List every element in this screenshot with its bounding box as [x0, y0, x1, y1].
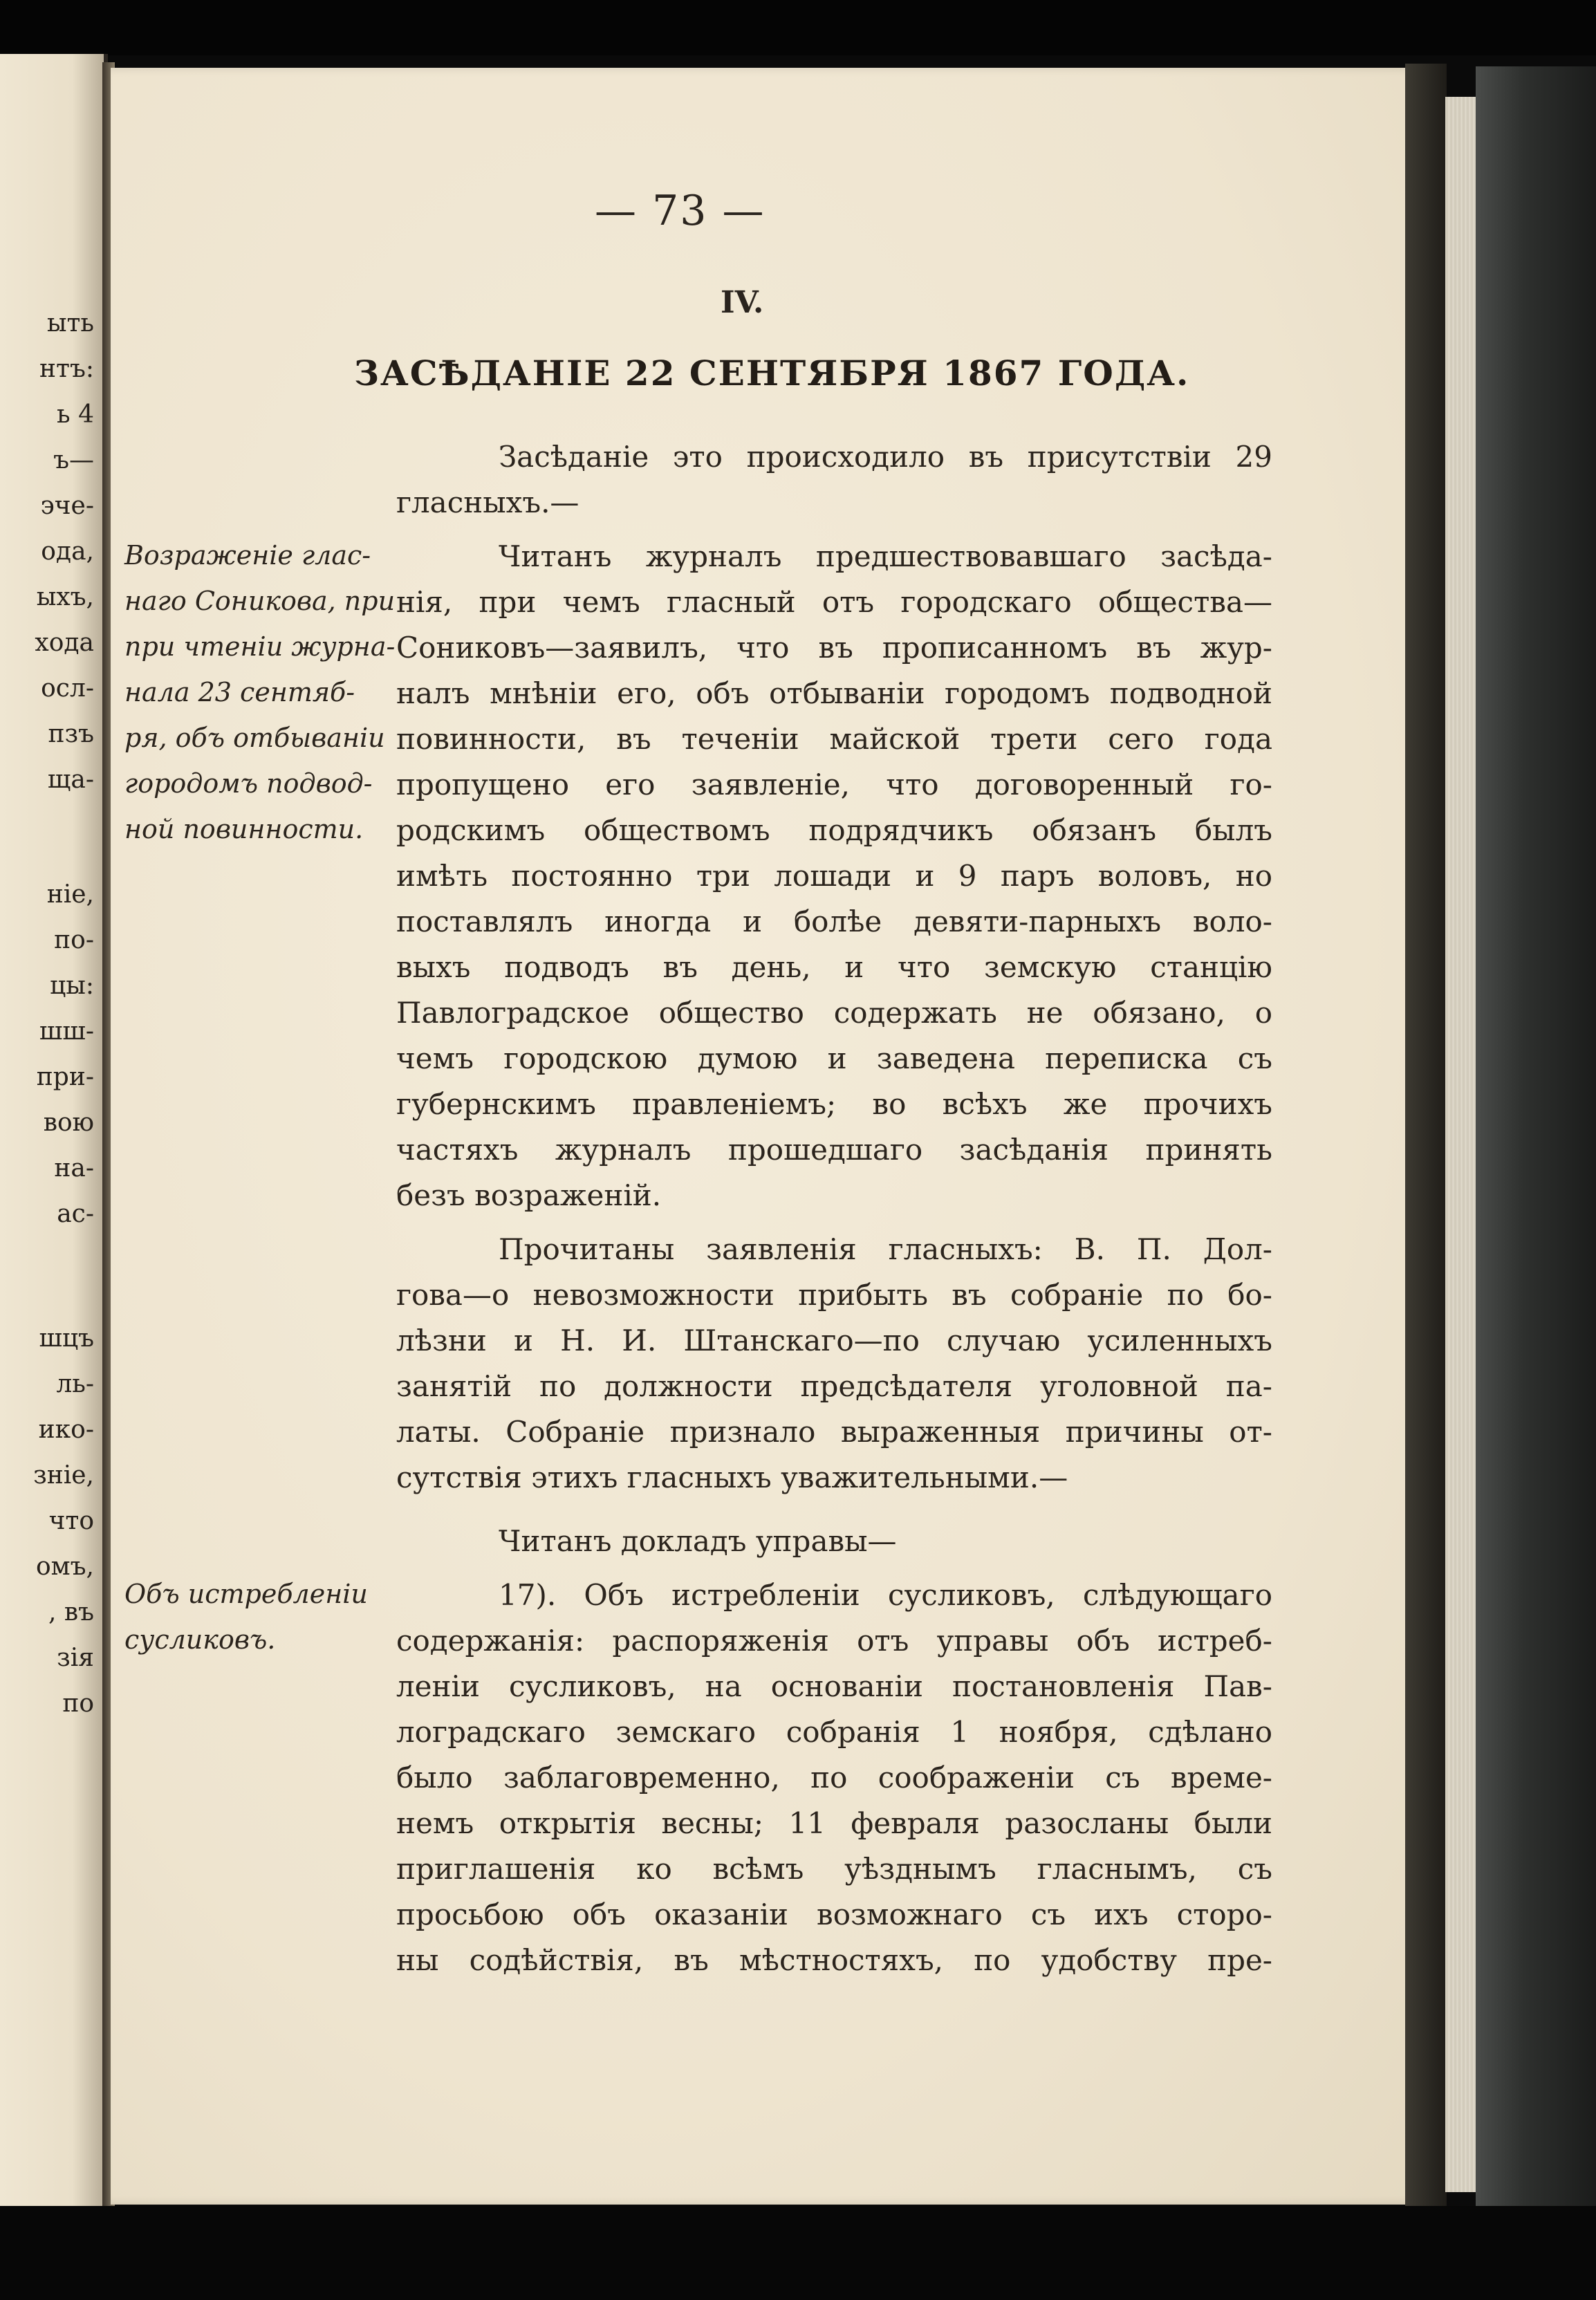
session-heading: ЗАСѢДАНIЕ 22 СЕНТЯБРЯ 1867 ГОДА.	[354, 353, 1190, 393]
left-page-fragment: по-	[54, 926, 94, 954]
text-line: Читанъ журналъ предшествовавшаго засѣда-	[499, 539, 1272, 573]
margin-note: сусликовъ.	[124, 1624, 276, 1655]
left-page-fragment: что	[48, 1507, 94, 1535]
text-line: 17). Объ истребленіи сусликовъ, слѣдующаго	[499, 1578, 1272, 1612]
left-page-fragment: шцъ	[39, 1324, 94, 1353]
text-line: Павлоградское общество содержать не обязано, о	[396, 996, 1272, 1030]
text-line: гова—о невозможности прибыть въ собраніе по бо-	[396, 1278, 1272, 1312]
left-page-fragment: при-	[36, 1063, 94, 1091]
scan-border-bottom	[0, 2206, 1596, 2300]
text-line: просьбою объ оказаніи возможнаго съ ихъ сторо-	[396, 1898, 1272, 1931]
left-page-fragment: ніе,	[46, 880, 94, 909]
page-edge-shadow	[1405, 64, 1447, 2221]
text-line: гласныхъ.—	[396, 485, 579, 519]
left-page-fragment: ща-	[47, 766, 94, 794]
left-facing-page	[0, 54, 108, 2211]
left-page-fragment: ыть	[46, 309, 94, 337]
left-page-fragment: нтъ:	[39, 355, 94, 383]
margin-note: ной повинности.	[124, 814, 364, 844]
margin-note: нала 23 сентяб-	[124, 677, 355, 707]
text-line: налъ мнѣніи его, объ отбываніи городомъ подводной	[396, 676, 1272, 710]
left-page-fragment: ь 4	[57, 400, 94, 429]
left-page-fragment: по	[62, 1689, 94, 1718]
text-line: Читанъ докладъ управы—	[499, 1524, 897, 1558]
text-line: имѣть постоянно три лошади и 9 паръ воловъ, но	[396, 859, 1272, 893]
left-page-fragment: ль-	[56, 1370, 94, 1398]
left-page-fragment: вою	[43, 1109, 94, 1137]
margin-note: Объ истребленiи	[124, 1579, 368, 1609]
text-line: Засѣданіе это происходило въ присутствіи 29	[499, 440, 1272, 474]
page-number: — 73 —	[595, 187, 765, 235]
left-page-fragment: ыхъ,	[36, 583, 94, 611]
text-line: губернскимъ правленіемъ; во всѣхъ же прочихъ	[396, 1087, 1272, 1121]
scan-border-top	[0, 0, 1596, 55]
text-line: немъ открытія весны; 11 февраля разосланы были	[396, 1806, 1272, 1840]
section-number: IV.	[721, 285, 764, 320]
left-page-fragment: ас-	[57, 1200, 94, 1228]
text-line: выхъ подводъ въ день, и что земскую станцію	[396, 950, 1272, 984]
margin-note: Возраженіе глас-	[124, 540, 371, 571]
text-line: ны содѣйствія, въ мѣстностяхъ, по удобству пре-	[396, 1943, 1272, 1977]
left-page-fragment: эче-	[40, 492, 94, 520]
text-line: леніи сусликовъ, на основаніи постановленія Пав-	[396, 1669, 1272, 1703]
margin-note: ря, объ отбыванiи	[124, 723, 385, 753]
text-line: лоградскаго земскаго собранія 1 ноября, сдѣлано	[396, 1715, 1272, 1749]
left-page-fragment: осл-	[41, 674, 94, 703]
text-line: Сониковъ—заявилъ, что въ прописанномъ въ жур-	[396, 631, 1272, 665]
text-line: безъ возраженій.	[396, 1178, 662, 1212]
left-page-fragment: зія	[57, 1644, 94, 1672]
text-line: сутствія этихъ гласныхъ уважительными.—	[396, 1460, 1068, 1494]
left-page-fragment: , въ	[48, 1598, 94, 1626]
text-line: нія, при чемъ гласный отъ городскаго общества—	[396, 585, 1272, 619]
left-page-fragment: омъ,	[35, 1552, 94, 1581]
text-line: частяхъ журналъ прошедшаго засѣданія принять	[396, 1133, 1272, 1167]
text-line: повинности, въ теченіи майской трети сего года	[396, 722, 1272, 756]
book-cover	[1476, 66, 1596, 2231]
text-line: родскимъ обществомъ подрядчикъ обязанъ былъ	[396, 813, 1272, 847]
left-page-fragment: цы:	[50, 972, 94, 1000]
text-line: лѣзни и Н. И. Штанскаго—по случаю усиленныхъ	[396, 1324, 1272, 1357]
text-line: было заблаговременно, по соображеніи съ време-	[396, 1761, 1272, 1794]
left-page-fragment: зніе,	[33, 1461, 94, 1490]
left-page-fragment: хода	[35, 629, 94, 657]
left-page-fragment: шш-	[39, 1017, 94, 1046]
left-page-fragment: ико-	[38, 1416, 94, 1444]
margin-note: городомъ подвод-	[124, 768, 373, 799]
margin-note: при чтенiи журна-	[124, 631, 396, 662]
left-page-fragment: на-	[54, 1154, 94, 1183]
text-line: занятій по должности предсѣдателя уголовной па-	[396, 1369, 1272, 1403]
text-line: чемъ городскою думою и заведена переписка съ	[396, 1041, 1272, 1075]
text-line: латы. Собраніе признало выраженныя причины от-	[396, 1415, 1272, 1449]
left-page-fragment: ъ—	[53, 446, 94, 474]
text-line: приглашенія ко всѣмъ уѣзднымъ гласнымъ, съ	[396, 1852, 1272, 1886]
text-line: содержанія: распоряженія отъ управы объ истреб-	[396, 1624, 1272, 1658]
text-line: Прочитаны заявленія гласныхъ: В. П. Дол-	[499, 1232, 1272, 1266]
left-page-fragment: пзъ	[48, 720, 94, 748]
left-page-fragment: ода,	[41, 537, 94, 566]
text-line: пропущено его заявленіе, что договоренный го-	[396, 768, 1272, 801]
page-stack-edge	[1445, 97, 1477, 2192]
margin-note: наго Соникова, при	[124, 586, 396, 616]
text-line: поставлялъ иногда и болѣе девяти-парныхъ воло-	[396, 905, 1272, 938]
